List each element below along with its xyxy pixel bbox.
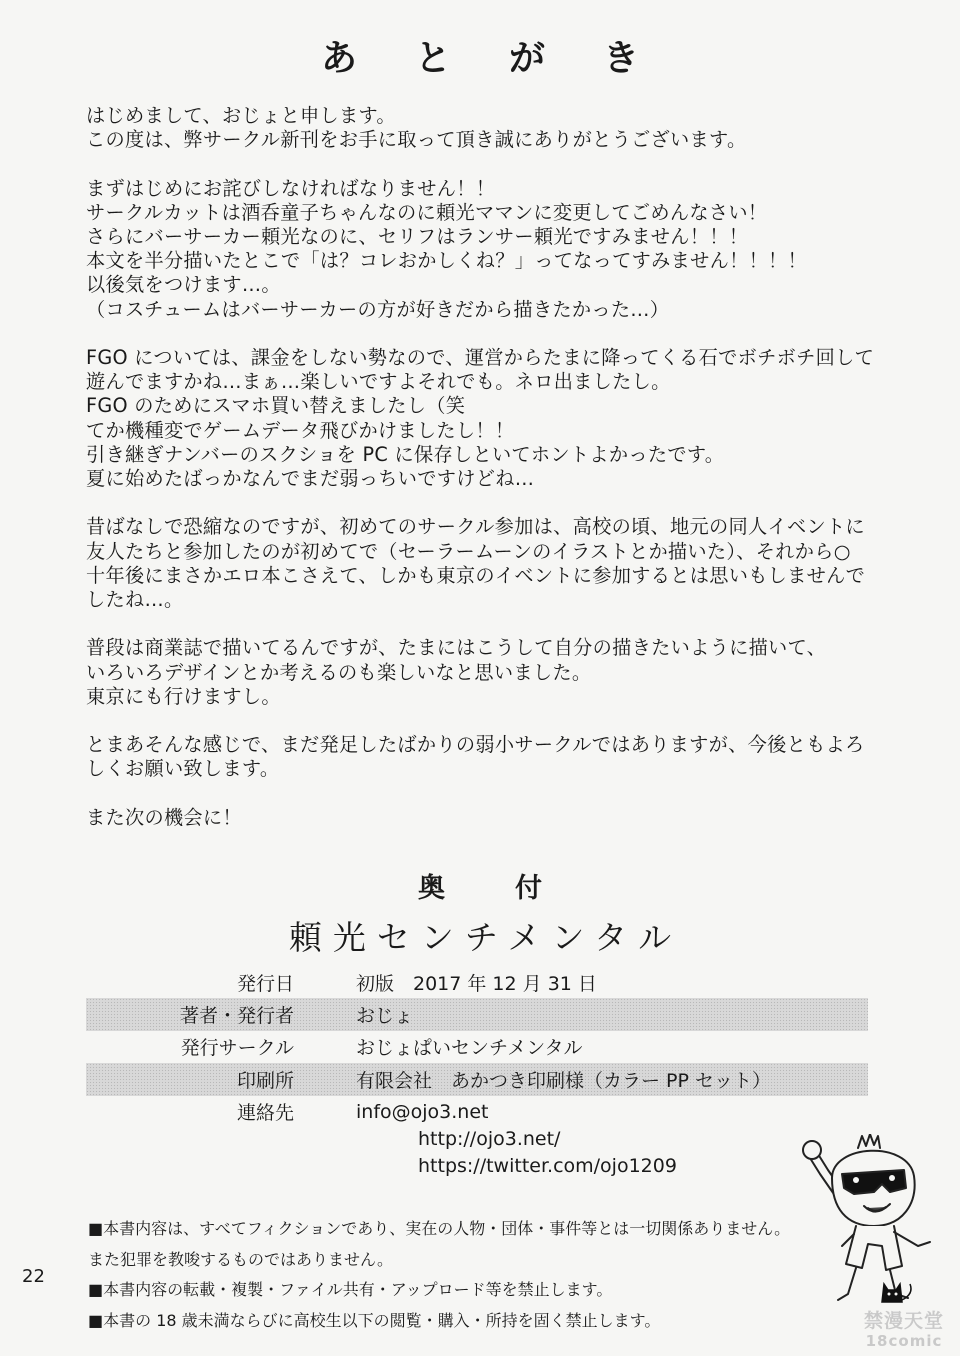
colophon-value: おじょ	[356, 1005, 414, 1028]
disclaimer	[88, 1214, 790, 1336]
text-line: 友人たちと参加したのが初めてで（セーラームーンのイラストとか描いた）、それから○	[86, 539, 851, 563]
text-line: 普段は商業誌で描いてるんですが、たまにはこうして自分の描きたいように描いて、	[86, 636, 827, 660]
colophon-value: おじょぱいセンチメンタル	[356, 1037, 583, 1060]
text-line: とまあそんな感じで、まだ発足したばかりの弱小サークルではありますが、今後ともよろ	[86, 733, 865, 757]
text-line: はじめまして、おじょと申します。	[86, 104, 396, 127]
colophon-row-circle	[86, 1031, 868, 1063]
text-line: 東京にも行けますし。	[86, 684, 281, 708]
contact-twitter: https://twitter.com/ojo1209	[418, 1155, 677, 1177]
paragraph	[86, 177, 886, 322]
text-line: （コスチュームはバーサーカーの方が好きだから描きたかった…）	[86, 297, 670, 321]
book-title: 頼光センチメンタル	[288, 918, 683, 957]
watermark-subtext: 18comic	[865, 1332, 943, 1350]
colophon-value: 初版 2017 年 12 月 31 日	[356, 972, 597, 995]
disclaimer-line: ■本書内容の転載・複製・ファイル共有・アップロード等を禁止します。	[88, 1280, 613, 1299]
colophon-row-printer	[86, 1063, 868, 1095]
paragraph	[86, 636, 886, 709]
text-line: 遊んでますかね…まぁ…楽しいですよそれでも。ネロ出ましたし。	[86, 370, 671, 394]
disclaimer-line: ■本書内容は、すべてフィクションであり、実在の人物・団体・事件等とは一切関係ありません。	[88, 1219, 791, 1238]
text-line: しくお願い致します。	[86, 757, 280, 781]
text-line: 夏に始めたばっかなんでまだ弱っちいですけどね…	[86, 467, 535, 491]
colophon-heading: 奥付	[418, 873, 612, 904]
afterword-body	[86, 104, 886, 854]
paragraph	[86, 515, 886, 612]
colophon-value: 有限会社 あかつき印刷様（カラー PP セット）	[356, 1069, 771, 1092]
text-line: 引き継ぎナンバーのスクショを PC に保存しといてホントよかったです。	[86, 442, 725, 466]
colophon-label: 印刷所	[236, 1069, 294, 1092]
contact-email: info@ojo3.net	[356, 1100, 489, 1123]
text-line: さらにバーサーカー頼光なのに、セリフはランサー頼光ですみません！！！	[86, 225, 749, 248]
watermark-text: 禁漫天堂	[863, 1310, 944, 1332]
text-line: したね…。	[86, 588, 184, 612]
paragraph	[86, 733, 886, 781]
disclaimer-line: ■本書の 18 歳未満ならびに高校生以下の閲覧・購入・所持を固く禁止します。	[88, 1310, 661, 1330]
disclaimer-line: また犯罪を教唆するものではありません。	[88, 1249, 393, 1269]
text-line: FGO については、課金をしない勢なので、運営からたまに降ってくる石でボチボチ回して	[86, 346, 875, 369]
colophon-label: 発行サークル	[180, 1037, 294, 1060]
text-line: サークルカットは酒呑童子ちゃんなのに頼光ママンに変更してごめんなさい！	[86, 200, 768, 224]
colophon-label: 著者・発行者	[179, 1005, 294, 1028]
afterword-title: あとがき	[320, 38, 697, 79]
text-line: この度は、弊サークル新刊をお手に取って頂き誠にありがとうございます。	[86, 128, 747, 152]
contact-website: http://ojo3.net/	[418, 1128, 561, 1150]
text-line: また次の機会に！	[86, 805, 242, 829]
mascot-illustration	[798, 1134, 960, 1314]
paragraph	[86, 806, 886, 830]
text-line: 本文を半分描いたとこで「は？コレおかしくね？」ってなってすみません！！！！	[86, 249, 808, 273]
colophon-row-date	[86, 966, 868, 998]
text-line: 以後気をつけます…。	[86, 273, 281, 297]
text-line: 十年後にまさかエロ本こさえて、しかも東京のイベントに参加するとは思いもしませんで	[86, 563, 866, 587]
text-line: FGO のためにスマホ買い替えましたし（笑	[86, 394, 466, 418]
paragraph	[86, 346, 886, 491]
colophon-label: 発行日	[236, 972, 294, 995]
colophon-row-author	[86, 998, 868, 1030]
colophon-label: 連絡先	[236, 1102, 294, 1125]
colophon-table	[86, 966, 868, 1128]
page-number: 22	[22, 1266, 45, 1287]
paragraph	[86, 104, 886, 152]
watermark-logo	[848, 1310, 960, 1356]
text-line: いろいろデザインとか考えるのも楽しいなと思いました。	[86, 660, 592, 684]
text-line: 昔ばなしで恐縮なのですが、初めてのサークル参加は、高校の頃、地元の同人イベントに	[86, 515, 865, 539]
colophon-row-contact	[86, 1096, 868, 1128]
text-line: てか機種変でゲームデータ飛びかけましたし！！	[86, 418, 515, 442]
text-line: まずはじめにお詫びしなければなりません！！	[86, 176, 496, 200]
